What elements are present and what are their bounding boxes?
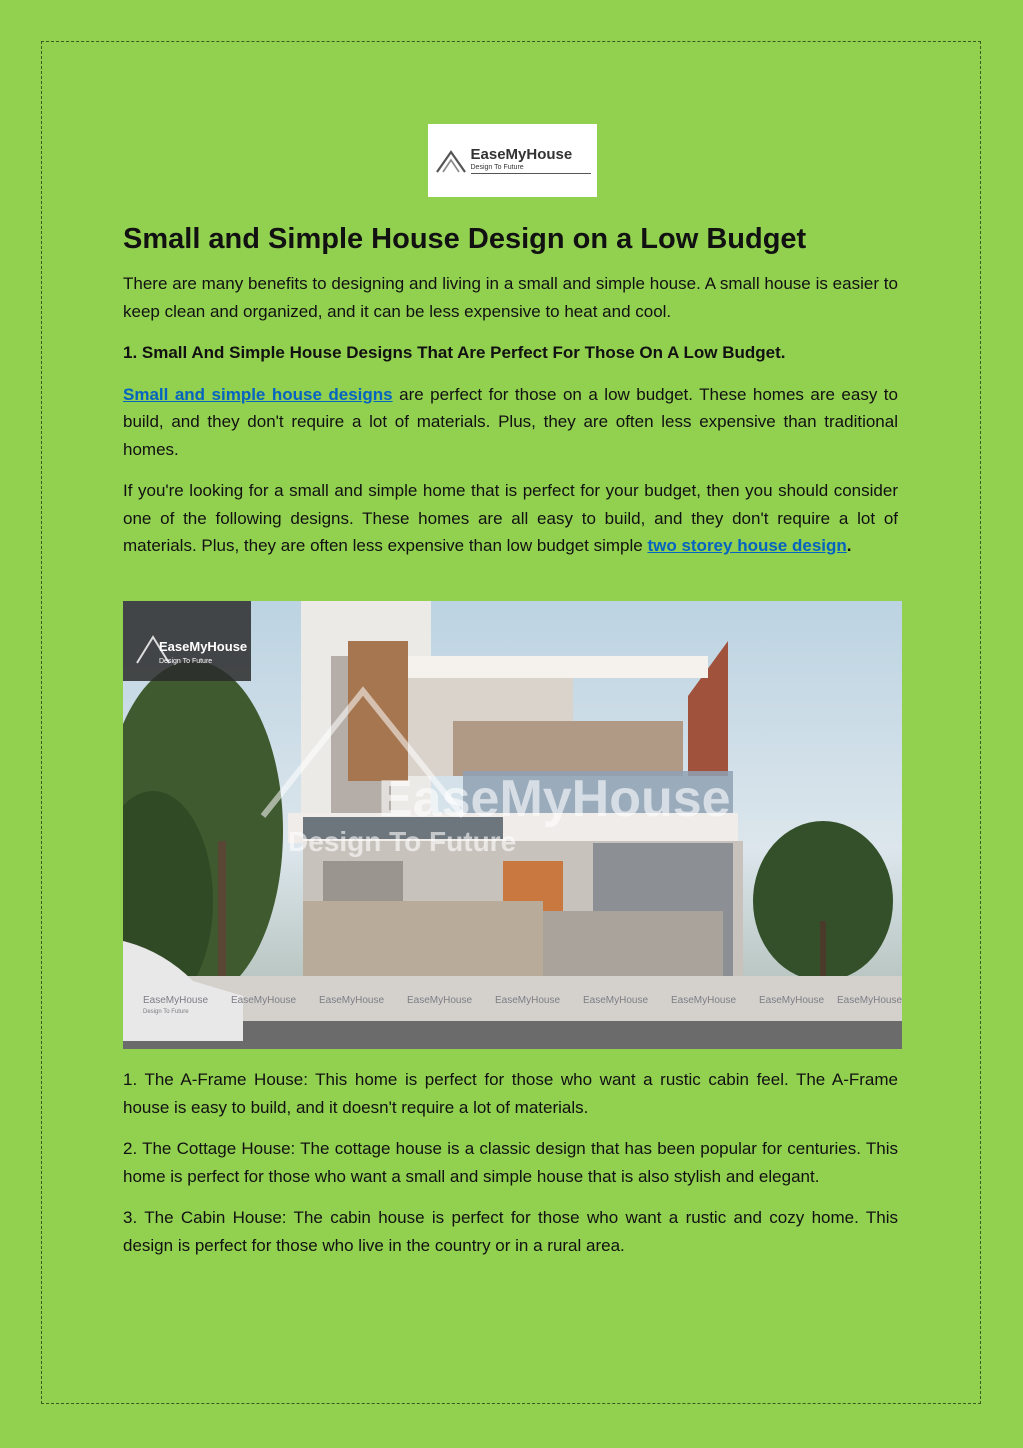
small-simple-designs-link[interactable]: Small and simple house designs — [123, 384, 393, 404]
intro-paragraph: There are many benefits to designing and living in a small and simple house. A small house is easier to keep clean and organized, and it can be less expensive to heat and cool. — [123, 274, 898, 321]
article-list — [123, 1066, 898, 1273]
svg-text:EaseMyHouse: EaseMyHouse — [671, 995, 737, 1006]
svg-text:EaseMyHouse: EaseMyHouse — [231, 995, 297, 1006]
corner-logo-brand: EaseMyHouse — [159, 639, 248, 654]
svg-text:EaseMyHouse: EaseMyHouse — [583, 995, 649, 1006]
svg-text:EaseMyHouse: EaseMyHouse — [837, 995, 902, 1006]
section-heading: 1. Small And Simple House Designs That Are Perfect For Those On A Low Budget. — [123, 343, 786, 362]
two-storey-design-link[interactable]: two storey house design — [647, 536, 847, 555]
logo-tagline: Design To Future — [471, 163, 591, 174]
watermark-brand: EaseMyHouse — [378, 770, 731, 828]
svg-text:EaseMyHouse: EaseMyHouse — [495, 995, 561, 1006]
svg-text:EaseMyHouse: EaseMyHouse — [319, 995, 385, 1006]
house-render-image — [123, 601, 902, 1049]
wall-stamp-brand: EaseMyHouse — [143, 995, 209, 1006]
article-title: Small and Simple House Design on a Low Budget — [123, 223, 807, 255]
budget-paragraph-text: If you're looking for a small and simple home that is perfect for your budget, then you should consider one of the following designs. These homes are all easy to build, and they don't require a lot of materials. Plus, they are often less expensive than low budget simple — [123, 481, 898, 555]
budget-paragraph-end: . — [846, 536, 852, 555]
brand-logo — [428, 124, 597, 197]
corner-logo-tagline: Design To Future — [159, 658, 213, 665]
logo-brand: EaseMyHouse — [470, 146, 573, 163]
list-item: 2. The Cottage House: The cottage house is a classic design that has been popular for centuries. This home is perfect for those who want a small and simple house that is also stylish and elegant. — [123, 1139, 898, 1186]
svg-text:EaseMyHouse: EaseMyHouse — [407, 995, 473, 1006]
designs-paragraph — [123, 381, 898, 464]
list-item: 3. The Cabin House: The cabin house is perfect for those who want a rustic and cozy home. This design is perfect for those who live in the country or in a rural area. — [123, 1208, 898, 1255]
designs-paragraph-text: are perfect for those on a low budget. These homes are easy to build, and they don't require a lot of materials. Plus, they are often less expensive than traditional homes. — [123, 384, 898, 459]
article-top — [123, 222, 898, 574]
budget-paragraph — [123, 477, 898, 560]
wall-stamp-tagline: Design To Future — [143, 1009, 189, 1015]
house-roof-icon — [435, 146, 467, 176]
watermark-tagline: Design To Future — [288, 826, 517, 857]
list-item: 1. The A-Frame House: This home is perfect for those who want a rustic cabin feel. The A-Frame house is easy to build, and it doesn't require a lot of materials. — [123, 1070, 898, 1117]
svg-text:EaseMyHouse: EaseMyHouse — [759, 995, 825, 1006]
